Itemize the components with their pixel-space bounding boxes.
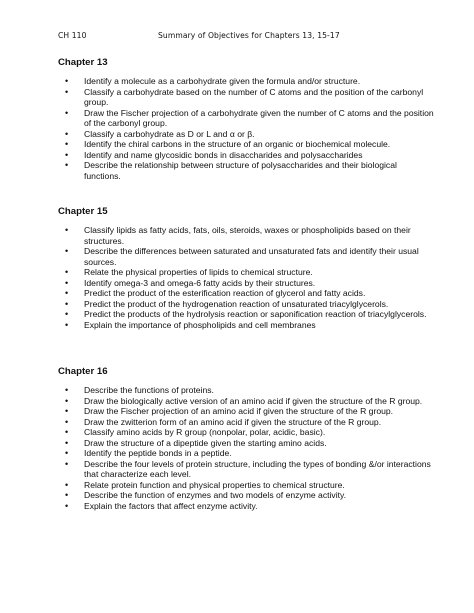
bullet-icon: • [65,267,69,277]
list-item: • Relate protein function and physical properties to chemical structure. [65,479,345,490]
bullet-icon: • [65,86,69,97]
chapter-section [58,206,434,330]
bullet-icon: • [65,298,69,309]
bullet-icon: • [65,139,69,149]
list-item: • Classify amino acids by R group (nonpolar, polar, acidic, basic). [65,427,326,437]
document-title: Summary of Objectives for Chapters 13, 15-17 [158,31,340,40]
bullet-icon: • [65,490,69,500]
list-item: • Explain the factors that affect enzyme activity. [65,500,258,511]
bullet-icon: • [65,128,69,139]
bullet-icon: • [65,500,69,511]
bullet-icon: • [65,277,69,288]
bullet-icon: • [65,288,69,298]
bullet-icon: • [65,448,69,458]
list-item: • Draw the biologically active version of an amino acid if given the structure of the R group. [65,395,423,406]
list-item: • Explain the importance of phospholipids and cell membranes [65,319,316,330]
list-item: • Classify a carbohydrate based on the number of C atoms and the position of the carbonyl group. [65,86,424,107]
list-item: • Identify the chiral carbons in the structure of an organic or biochemical molecule. [65,139,391,149]
list-item: • Draw the Fischer projection of a carbohydrate given the number of C atoms and the position of the carbonyl group. [65,107,434,128]
bullet-icon: • [65,458,69,469]
list-item: • Classify lipids as fatty acids, fats, oils, steroids, waxes or phospholipids based on their structures. [65,225,411,246]
list-item: • Describe the four levels of protein structure, including the types of bonding &/or interactions that characterize each level. [65,458,431,479]
bullet-icon: • [65,437,69,448]
list-item: • Identify a molecule as a carbohydrate given the formula and/or structure. [65,76,361,86]
list-item: • Identify omega-3 and omega-6 fatty acids by their structures. [65,277,316,288]
list-item: • Identify the peptide bonds in a peptide. [65,448,232,458]
bullet-icon: • [65,416,69,427]
bullet-icon: • [65,406,69,416]
list-item: • Describe the differences between saturated and unsaturated fats and identify their usual sources. [65,246,419,267]
bullet-icon: • [65,479,69,490]
objective-list [58,385,434,511]
list-item: • Predict the products of the hydrolysis reaction or saponification reaction of triacylglycerols. [65,309,427,319]
list-item: • Relate the physical properties of lipids to chemical structure. [65,267,313,277]
bullet-icon: • [65,395,69,406]
list-item: • Classify a carbohydrate as D or L and α or β. [65,128,255,139]
objective-list [58,76,434,181]
bullet-icon: • [65,319,69,330]
list-item: • Draw the structure of a dipeptide given the starting amino acids. [65,437,327,448]
list-item: • Describe the functions of proteins. [65,385,214,395]
list-item: • Identify and name glycosidic bonds in disaccharides and polysaccharides [65,149,363,160]
list-item: • Describe the relationship between structure of polysaccharides and their biological functions. [65,160,397,181]
list-item: • Predict the product of the hydrogenation reaction of unsaturated triacylglycerols. [65,298,389,309]
bullet-icon: • [65,385,69,395]
bullet-icon: • [65,225,69,235]
chapter-title: Chapter 13 [58,57,108,68]
list-item: • Draw the Fischer projection of an amino acid if given the structure of the R group. [65,406,394,416]
chapter-section [58,366,434,511]
objective-list [58,225,434,330]
list-item: • Predict the product of the esterification reaction of glycerol and fatty acids. [65,288,366,298]
chapter-section [58,57,434,181]
bullet-icon: • [65,246,69,256]
course-code: CH 110 [58,31,87,40]
bullet-icon: • [65,309,69,319]
bullet-icon: • [65,76,69,86]
chapter-title: Chapter 15 [58,206,108,217]
list-item: • Describe the function of enzymes and two models of enzyme activity. [65,490,347,500]
list-item: • Draw the zwitterion form of an amino acid if given the structure of the R group. [65,416,382,427]
bullet-icon: • [65,107,69,118]
bullet-icon: • [65,427,69,437]
bullet-icon: • [65,149,69,160]
bullet-icon: • [65,160,69,170]
chapter-title: Chapter 16 [58,366,108,377]
